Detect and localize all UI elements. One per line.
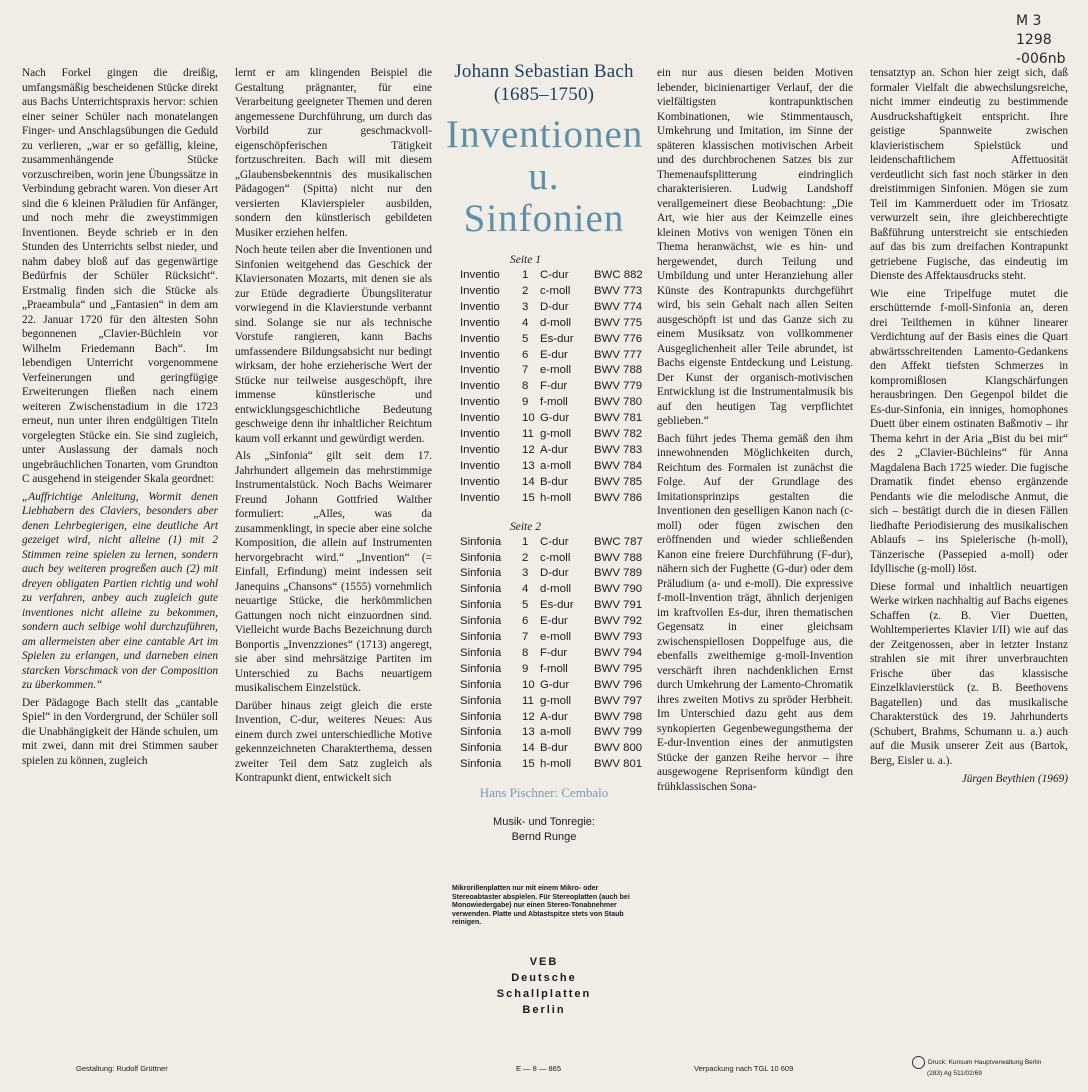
track-bwv: BWV 789 xyxy=(594,567,643,580)
track-key: e-moll xyxy=(540,631,572,644)
track-work-name: Inventio xyxy=(460,300,500,313)
handwritten-line-1: M 3 xyxy=(1016,13,1042,29)
track-number: 7 xyxy=(522,631,529,644)
composer-dates: (1685–1750) xyxy=(493,84,595,105)
track-key: c-moll xyxy=(540,551,571,564)
track-row xyxy=(446,427,642,443)
track-number: 13 xyxy=(522,459,535,472)
track-bwv: BWV 801 xyxy=(594,758,643,771)
paragraph: Als „Sinfonia“ gilt seit dem 17. Jahrhundert allgemein das mehrstimmige Instrumentalstück. Noch Bachs Weimarer Freund Johann Gottfried Walther formuliert: „Alles, was da zusammenklingt, in specie aber eine solche Komposition, die allein auf Instrumenten hervorgebracht wird.“ „Invention“ (= Einfall, Erfindung) meint indessen seit Janequins „Chansons“ (1555) vornehmlich neuartige Stücke, die herkömmlichen Gattungen noch nicht einzuordnen sind. Vielleicht wurde Bachs Bezeichnung durch Bonportis „Invenzziones“ (1713) angeregt, sie aber sind mehrsätzige Partiten im Unterschied zu Bachs neuartigem musikalischem Einzelstück. xyxy=(235,450,432,694)
track-row xyxy=(446,491,642,507)
track-key: A-dur xyxy=(540,443,568,456)
catalog-number: E — 8 — 865 xyxy=(516,1064,562,1073)
track-bwv: BWC 787 xyxy=(594,535,643,548)
track-number: 13 xyxy=(522,726,535,739)
track-row xyxy=(446,268,642,284)
track-work-name: Inventio xyxy=(460,412,500,425)
track-key: Es-dur xyxy=(540,332,574,345)
track-row xyxy=(446,316,642,332)
playback-notice: Mikrorillenplatten nur mit einem Mikro- oder Stereoabtaster abspielen. Für Stereoplatten (auch bei Monowiedergabe) nur einen Stereo-Tonabnehmer verwenden. Platte und Abtastspitze stets von Staub reinigen. xyxy=(452,885,630,927)
performer-credit: Hans Pischner: Cembalo xyxy=(479,785,609,801)
liner-notes-column-4 xyxy=(657,66,853,797)
track-bwv: BWV 788 xyxy=(594,551,643,564)
paragraph: Darüber hinaus zeigt gleich die erste Invention, C-dur, weiteres Neues: Aus einem durch zwei unterschiedliche Motive gekennzeichneten Charakterthema, dessen zweiter Teil dem Satz zugleich als Kontrapunkt dient, entwickelt sich xyxy=(235,699,432,784)
track-key: B-dur xyxy=(540,475,568,488)
track-work-name: Sinfonia xyxy=(460,646,502,659)
track-work-name: Inventio xyxy=(460,459,500,472)
track-number: 12 xyxy=(522,443,535,456)
label-name-line-4: Berlin xyxy=(522,1003,566,1016)
track-bwv: BWV 776 xyxy=(594,332,643,345)
track-number: 12 xyxy=(522,710,535,723)
track-bwv: BWV 780 xyxy=(594,396,643,409)
track-work-name: Sinfonia xyxy=(460,726,502,739)
track-row xyxy=(446,535,642,551)
track-work-name: Sinfonia xyxy=(460,535,502,548)
production-credit-role: Musik- und Tonregie: xyxy=(493,816,595,829)
track-number: 14 xyxy=(522,475,535,488)
track-work-name: Inventio xyxy=(460,332,500,345)
track-number: 8 xyxy=(522,646,529,659)
track-number: 7 xyxy=(522,364,529,377)
track-row xyxy=(446,710,642,726)
track-work-name: Sinfonia xyxy=(460,551,502,564)
track-number: 8 xyxy=(522,380,529,393)
track-bwv: BWV 777 xyxy=(594,348,643,361)
track-work-name: Sinfonia xyxy=(460,583,502,596)
track-row xyxy=(446,694,642,710)
track-bwv: BWV 775 xyxy=(594,316,643,329)
track-number: 6 xyxy=(522,348,529,361)
track-row xyxy=(446,566,642,582)
track-key: D-dur xyxy=(540,300,569,313)
liner-notes-column-5 xyxy=(870,66,1068,787)
track-number: 10 xyxy=(522,678,535,691)
track-bwv: BWV 793 xyxy=(594,631,643,644)
track-bwv: BWV 799 xyxy=(594,726,643,739)
track-bwv: BWV 792 xyxy=(594,615,643,628)
track-work-name: Inventio xyxy=(460,396,500,409)
track-bwv: BWV 791 xyxy=(594,599,643,612)
track-row xyxy=(446,348,642,364)
track-key: G-dur xyxy=(540,412,570,425)
track-key: g-moll xyxy=(540,694,572,707)
track-bwv: BWV 774 xyxy=(594,300,643,313)
track-row xyxy=(446,741,642,757)
track-work-name: Sinfonia xyxy=(460,758,502,771)
paragraph: Nach Forkel gingen die dreißig, umfangsmäßig bescheidenen Stücke direkt aus Bachs Unterrichtspraxis hervor: schien einer seiner Schüler nach monatelangen Finger- und Anschlagsübungen die Geduld zu verlieren, „war er so gefällig, kleine, zusammenhängende Stücke vorzuschreiben, worin jene Übungssätze in Verbindung gebracht waren. Von dieser Art sind die 6 kleinen Präludien für Anfänger, und noch mehr die zweystimmigen Inventionen. Beyde schrieb er in den Stunden des Unterrichts selbst nieder, und nahm dabey bloß auf das gegenwärtige Bedürfnis der Schüler Rücksicht“. Erstmalig finden sich die Stücke als „Praeambula“ und „Fantasien“ in dem am 22. Januar 1720 für den ältesten Sohn begonnenen „Clavier-Büchlein vor Wilhelm Friedemann Bach“. Im lebendigen Unterricht vorgenommene Verfeinerungen und geringfügige Erweiterungen fließen nach einem weiteren Zwischenstadium in die 1723 erneut, nun unter ihren endgültigen Titeln vorgelegten Stücke ein. Sie sind zugleich, unter Auslassung der damals noch ungebräuchlichen Tonarten, vom Grundton C ausgehend in steigender Skala geordnet: xyxy=(22,67,218,485)
track-work-name: Sinfonia xyxy=(460,615,502,628)
track-number: 2 xyxy=(522,284,529,297)
track-row xyxy=(446,678,642,694)
track-bwv: BWV 786 xyxy=(594,491,643,504)
paragraph: Diese formal und inhaltlich neuartigen Werke wirken nachhaltig auf Bachs eigenes Schaffen (z. B. Vier Duetten, Wohltemperiertes Klavier I/II) wie auf das der Zeitgenossen, aber in letzter Instanz strahlen sie mit ihrer unverbrauchten Frische über das klassische Einzelklavierstück (z. B. Beethovens Bagatellen) und das musikalische Charakterstück des 19. Jahrhunderts (Schubert, Brahms, Schumann u. a.) auch auf die Musik unserer Zeit aus (Bartok, Berg, Eisler u. a.). xyxy=(870,580,1068,767)
track-number: 4 xyxy=(522,316,529,329)
track-number: 2 xyxy=(522,551,529,564)
track-work-name: Sinfonia xyxy=(460,710,502,723)
track-row xyxy=(446,630,642,646)
track-work-name: Inventio xyxy=(460,475,500,488)
track-work-name: Inventio xyxy=(460,269,500,281)
track-row xyxy=(446,395,642,411)
printer-imprint xyxy=(912,1056,1041,1079)
paragraph: Wie eine Tripelfuge mutet die erschütternde f-moll-Sinfonia an, deren drei Teilthemen in kühner linearer Verdichtung auf der Basis eines die Quart abwärtsschreitenden Lamento-Gedankens den Affekt tiefsten Schmerzes in kompromißlosen Klangschärfungen herausbringen. Den Gegenpol bildet die Es-dur-Sinfonia, ein inniges, homophones Duett über einem ostinaten Baßmotiv – ihr Thema kehrt in der Aria „Bist du bei mir“ des 2 „Clavier-Büchleins“ für Anna Magdalena Bach 1725 wieder. Die fugische Dramatik findet ebenso ergänzende Pendants wie die melodische Anmut, die sich – bestätigt durch die in diesen Fällen liedhafte Periodisierung des musikalischen Ablaufs – ins Spielerische (h-moll), Tänzerische (Passepied a-moll) oder Idyllische (g-moll) löst. xyxy=(870,287,1068,575)
handwritten-catalog-marks xyxy=(1016,12,1086,69)
track-bwv: BWV 788 xyxy=(594,364,643,377)
printer-emblem-icon xyxy=(912,1056,925,1069)
track-row xyxy=(446,551,642,567)
paragraph: lernt er am klingenden Beispiel die Gestaltung prägnanter, für eine Verarbeitung geeigneter Themen und deren angemessene Durchführung, um durch das Vorbild zur geschmackvoll-eigenschöpferischen Tätigkeit fortzuschreiten. Bach will mit diesem „Glaubensbekenntnis des musikalischen Pädagogen“ (Spitta) nicht nur den versierten Klavierspieler ausbilden, sondern den künstlerisch gebildeten Musiker erziehen helfen. xyxy=(235,67,432,239)
track-work-name: Sinfonia xyxy=(460,567,502,580)
handwritten-line-2: 1298 xyxy=(1016,32,1052,48)
track-key: F-dur xyxy=(540,646,568,659)
track-work-name: Inventio xyxy=(460,284,500,297)
track-number: 15 xyxy=(522,491,535,504)
track-row xyxy=(446,411,642,427)
side-1-heading: Seite 1 xyxy=(510,254,541,266)
printer-code: (283) Ag 511/02/69 xyxy=(927,1070,982,1077)
track-number: 5 xyxy=(522,332,529,345)
track-key: D-dur xyxy=(540,567,569,580)
liner-notes-column-1 xyxy=(22,66,218,771)
track-bwv: BWV 783 xyxy=(594,443,643,456)
track-bwv: BWV 797 xyxy=(594,694,643,707)
track-row xyxy=(446,614,642,630)
track-work-name: Sinfonia xyxy=(460,662,502,675)
side-2-tracklist xyxy=(446,535,642,774)
track-number: 10 xyxy=(522,412,535,425)
composer-name: Johann Sebastian Bach xyxy=(454,61,634,82)
track-row xyxy=(446,475,642,491)
track-bwv: BWV 781 xyxy=(594,412,643,425)
track-key: B-dur xyxy=(540,742,568,755)
track-bwv: BWC 882 xyxy=(594,269,643,281)
track-row xyxy=(446,725,642,741)
label-name-line-3: Schallplatten xyxy=(496,987,592,1000)
track-bwv: BWV 779 xyxy=(594,380,643,393)
track-key: a-moll xyxy=(540,459,572,472)
side-2-heading: Seite 2 xyxy=(510,520,541,533)
track-bwv: BWV 782 xyxy=(594,428,643,441)
track-work-name: Sinfonia xyxy=(460,631,502,644)
track-key: f-moll xyxy=(540,396,568,409)
track-work-name: Inventio xyxy=(460,364,500,377)
track-bwv: BWV 785 xyxy=(594,475,643,488)
track-key: c-moll xyxy=(540,284,571,297)
track-key: A-dur xyxy=(540,710,568,723)
design-credit: Gestaltung: Rudolf Grüttner xyxy=(76,1064,168,1073)
track-key: d-moll xyxy=(540,316,572,329)
album-title-line-2: u. Sinfonien xyxy=(463,155,625,240)
track-work-name: Inventio xyxy=(460,316,500,329)
paragraph: Bach führt jedes Thema gemäß den ihm innewohnenden Möglichkeiten durch, Reichtum des Formalen ist zunächst die Folge. Auf der Grundlage des Imitationsprinzips gestalten die Inventionen den geselligen Kanon nach (c-moll) oder fügen zwischen den eröffnenden und wieder schließenden Kanon eine freiere Durchführung (F-dur), nähern sich der Fughette (G-dur) oder dem Präludium (a- und e-moll). Die expressive f-moll-Invention trägt, ähnlich derjenigen im kraftvollen Es-dur, ihren thematischen Gegensatz in einer gleichsam zwischenspiellosen Doppelfuge aus, die ebenfalls zweithemige g-moll-Invention verschärft ihren nachdenklichen Ernst durch Umkehrung der Lamento-Chromatik ihres zweiten Motivs zu spröder Herbheit. Im Unterschied dazu geht aus dem synkopierten Gegenbewegungsthema der E-dur-Invention eines der anmutigsten Stücke der ganzen Reihe hervor – ihre ausgewogene Reprisenform kündigt den frühklassischen Sona- xyxy=(657,432,853,793)
track-row xyxy=(446,459,642,475)
track-number: 14 xyxy=(522,742,535,755)
liner-notes-column-2 xyxy=(235,66,432,789)
packaging-standard: Verpackung nach TGL 10 609 xyxy=(694,1064,794,1073)
track-work-name: Sinfonia xyxy=(460,678,502,691)
track-key: G-dur xyxy=(540,678,570,691)
track-key: C-dur xyxy=(540,269,569,281)
track-bwv: BWV 790 xyxy=(594,583,643,596)
track-key: F-dur xyxy=(540,380,568,393)
track-work-name: Inventio xyxy=(460,428,500,441)
track-row xyxy=(446,300,642,316)
track-row xyxy=(446,379,642,395)
tracklist-panel xyxy=(446,60,642,1018)
track-bwv: BWV 784 xyxy=(594,459,643,472)
track-work-name: Inventio xyxy=(460,348,500,361)
label-name-line-2: Deutsche xyxy=(511,971,577,984)
track-key: a-moll xyxy=(540,726,572,739)
track-work-name: Sinfonia xyxy=(460,694,502,707)
track-work-name: Inventio xyxy=(460,443,500,456)
track-key: E-dur xyxy=(540,348,568,361)
track-row xyxy=(446,662,642,678)
track-number: 11 xyxy=(522,428,534,441)
track-key: Es-dur xyxy=(540,599,574,612)
track-number: 3 xyxy=(522,300,529,313)
track-number: 11 xyxy=(522,694,534,707)
paragraph: Der Pädagoge Bach stellt das „cantable Spiel“ in den Vordergrund, der Schüler soll die Unabhängigkeit der Hände schulen, um mit zwei, dann mit drei Stimmen sauber spielen zu können, zugleich xyxy=(22,696,218,767)
track-row xyxy=(446,443,642,459)
side-1-tracklist xyxy=(446,268,642,507)
paragraph: Noch heute teilen aber die Inventionen und Sinfonien weitgehend das Geschick der Klaviersonaten Mozarts, mit denen sie als zur Etüde degradierte Übungsliteratur vorwiegend in die Klavierstunde verbannt sind. Solange sie nur als technische Vorstufe rangieren, kann Bachs umfassendere Bildungsabsicht nur bedingt wirksam, der hohe erzieherische Wert der Stücke nur teilweise ausgeschöpft, ihre immense künstlerische und entwicklungsgeschichtliche Bedeutung geschweige denn ihr inhaltlicher Reichtum kaum voll erkannt und gewürdigt werden. xyxy=(235,244,432,445)
track-number: 1 xyxy=(522,535,529,548)
track-bwv: BWV 800 xyxy=(594,742,643,755)
track-row xyxy=(446,598,642,614)
track-number: 4 xyxy=(522,583,529,596)
track-row xyxy=(446,332,642,348)
track-number: 1 xyxy=(522,269,529,281)
track-number: 9 xyxy=(522,662,529,675)
track-key: e-moll xyxy=(540,364,572,377)
track-key: h-moll xyxy=(540,491,572,504)
printer-name: Druck: Kunsum Hauptverwaltung Berlin xyxy=(928,1059,1042,1067)
author-signature: Jürgen Beythien (1969) xyxy=(961,773,1068,785)
track-work-name: Inventio xyxy=(460,380,500,393)
track-bwv: BWV 798 xyxy=(594,710,643,723)
handwritten-line-3: -006nb xyxy=(1016,51,1066,67)
production-credit-name: Bernd Runge xyxy=(511,831,577,844)
track-row xyxy=(446,646,642,662)
track-work-name: Sinfonia xyxy=(460,599,502,612)
label-name-line-1: VEB xyxy=(529,955,559,968)
bach-quote-paragraph: „Auffrichtige Anleitung, Wormit denen Liebhabern des Claviers, besonders aber denen Lehrbegierigen, eine deutliche Art gezeiget wird, nicht alleine (1) mit 2 Stimmen reine spielen zu lernen, sondern auch bey weiteren progreßen auch (2) mit dreyen obligaten Partien richtig und wohl zu verfahren, anbey auch zugleich gute inventiones nicht alleine zu bekommen, sondern auch selbige wohl durchzuführen, am allermeisten aber eine cantable Art im Spielen zu erlangen, und darneben einen starcken Vorschmack von der Composition zu überkommen.“ xyxy=(22,490,218,691)
track-key: h-moll xyxy=(540,758,572,771)
track-row xyxy=(446,284,642,300)
track-bwv: BWV 795 xyxy=(594,662,643,675)
album-title-line-1: Inventionen xyxy=(446,113,644,156)
track-bwv: BWV 773 xyxy=(594,284,643,297)
track-row xyxy=(446,363,642,379)
track-number: 6 xyxy=(522,615,529,628)
track-row xyxy=(446,757,642,773)
paragraph: tensatztyp an. Schon hier zeigt sich, daß formaler Vielfalt die abwechslungsreiche, nicht immer eindeutig zu bestimmende Ausdruckshaftigkeit entspricht. Ihre geistige Spannweite zwischen klavieristischem Spielstück und leidenschaftlichem Affettuosität verdeutlicht sich fast noch stärker in den dreistimmigen Sinfonien. Mögen sie zum Teil im Kammerduett oder im Triosatz verwurzelt sein, ihre gleichberechtigte Baßführung unterstreicht sie entschieden auf das bis zum dreifachen Kontrapunkt getriebene Fugische, das eindeutig im Dienste des Affektausdrucks steht. xyxy=(870,67,1068,282)
track-bwv: BWV 794 xyxy=(594,646,643,659)
track-number: 3 xyxy=(522,567,529,580)
track-key: d-moll xyxy=(540,583,572,596)
track-key: C-dur xyxy=(540,535,569,548)
track-work-name: Inventio xyxy=(460,491,500,504)
paragraph: ein nur aus diesen beiden Motiven lebender, bicinienartiger Verlauf, der die vielfältigsten kontrapunktischen Kombinationen, wie Stimmentausch, Umkehrung und Imitation, im Sinne der späteren klassischen motivischen Arbeit und des durchbrochenen Satzes bis zur Themenaufsplitterung eindringlich charakterisieren. Ludwig Landshoff verallgemeinert diese Beobachtung: „Die Art, wie hier aus der Keimzelle eines kleinen Motivs von wenigen Tönen ein Thema heranwächst, wie es hin- und hergewendet, durch Teilung und Umbildung und unter Heranziehung aller Künste des Kontrapunkts durchgeführt wird, bis sein Gehalt nach allen Seiten ausgeschöpft ist und das Ganze sich zu einem Musiksatz von vollkommener Ausgeglichenheit aller Teile abrundet, ist Bachs eigenste Entdeckung und Leistung. Der Kunst der organisch-motivischen Entwicklung ist die Instrumentalmusik bis auf den heutigen Tag verpflichtet geblieben.“ xyxy=(657,67,853,427)
track-work-name: Sinfonia xyxy=(460,742,502,755)
track-key: E-dur xyxy=(540,615,568,628)
track-key: g-moll xyxy=(540,428,572,441)
track-row xyxy=(446,582,642,598)
track-number: 5 xyxy=(522,599,529,612)
track-bwv: BWV 796 xyxy=(594,678,643,691)
track-number: 15 xyxy=(522,758,535,771)
track-number: 9 xyxy=(522,396,529,409)
track-key: f-moll xyxy=(540,662,568,675)
